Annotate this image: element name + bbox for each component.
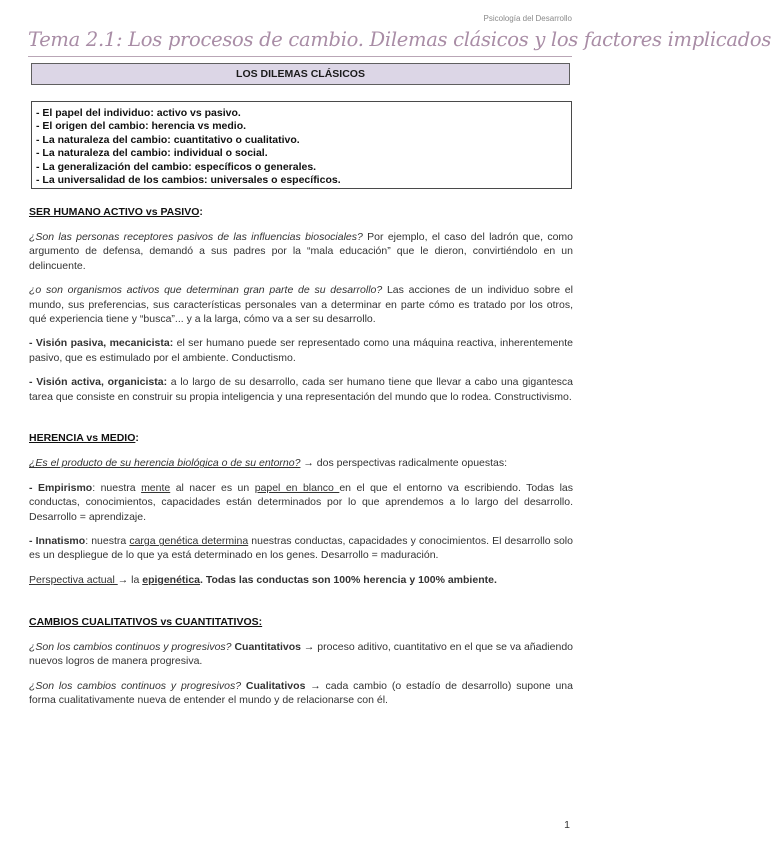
summary-item: - El origen del cambio: herencia vs medio. xyxy=(36,120,247,133)
paragraph: ¿o son organismos activos que determinan gran parte de su desarrollo? Las acciones de un individuo sobre el mundo, sus preferencias, sus características personales van a determinar en parte cómo es tratado por los otros, qué experiencia tiene y “busca”... y a la larga, cómo va a ser su desarrollo. xyxy=(29,284,573,325)
paragraph: ¿Son los cambios continuos y progresivos? Cuantitativos → proceso aditivo, cuantitativo en el que se va añadiendo nuevos logros de manera progresiva. xyxy=(29,641,573,668)
paragraph: ¿Es el producto de su herencia biológica o de su entorno? → dos perspectivas radicalmente opuestas: xyxy=(29,457,508,470)
paragraph: - Visión pasiva, mecanicista: el ser humano puede ser representado como una máquina reactiva, inherentemente pasivo, que es estimulado por el ambiente. Conductismo. xyxy=(29,337,573,364)
summary-item: - La universalidad de los cambios: universales o específicos. xyxy=(36,174,341,187)
summary-box xyxy=(31,101,572,189)
main-content xyxy=(29,205,573,718)
paragraph: - Empirismo: nuestra mente al nacer es un papel en blanco en el que el entorno va escribiendo. Todas las conductas, conocimientos, capacidades están determinados por lo que aprendemos a lo largo del desarrollo. Desarrollo = aprendizaje. xyxy=(29,482,574,523)
summary-item: - La generalización del cambio: específicos o generales. xyxy=(36,160,317,173)
summary-item: - La naturaleza del cambio: cuantitativo o cualitativo. xyxy=(36,133,300,146)
paragraph: - Visión activa, organicista: a lo largo de su desarrollo, cada ser humano tiene que llevar a cabo una gigantesca tarea que consiste en construir su propia inteligencia y una representación del mundo que lo rodea. Constructivismo. xyxy=(29,376,573,403)
title-divider xyxy=(28,56,572,57)
summary-list xyxy=(36,107,567,187)
paragraph: - Innatismo: nuestra carga genética determina nuestras conductas, capacidades y conocimientos. El desarrollo solo es un despliegue de lo que ya está determinado en los genes. Desarrollo = maduración. xyxy=(29,535,573,562)
summary-item: - La naturaleza del cambio: individual o social. xyxy=(36,147,268,160)
paragraph: ¿Son los cambios continuos y progresivos? Cualitativos → cada cambio (o estadío de desarrollo) supone una forma cualitativamente nueva de entender el mundo y de relacionarse con él. xyxy=(29,679,573,707)
page-number: 1 xyxy=(564,819,570,831)
page-title: Tema 2.1: Los procesos de cambio. Dilemas clásicos y los factores implicados xyxy=(28,28,771,51)
section-heading-activo-pasivo: SER HUMANO ACTIVO vs PASIVO: xyxy=(29,206,203,218)
summary-item: - El papel del individuo: activo vs pasivo. xyxy=(36,107,241,119)
section-heading-herencia-medio: HERENCIA vs MEDIO: xyxy=(29,432,139,445)
section-heading-cualitativos-cuantitativos: CAMBIOS CUALITATIVOS vs CUANTITATIVOS: xyxy=(29,615,263,628)
page-header-subject: Psicología del Desarrollo xyxy=(483,14,572,23)
paragraph: Perspectiva actual → la epigenética. Todas las conductas son 100% herencia y 100% ambiente. xyxy=(29,574,497,587)
paragraph: ¿Son las personas receptores pasivos de las influencias biosociales? Por ejemplo, el caso del ladrón que, como argumento de defensa, demandó a sus padres por la “mala educación” que le dieron, convirtiéndolo en un delincuente. xyxy=(29,231,574,272)
section-banner: LOS DILEMAS CLÁSICOS xyxy=(31,63,570,85)
